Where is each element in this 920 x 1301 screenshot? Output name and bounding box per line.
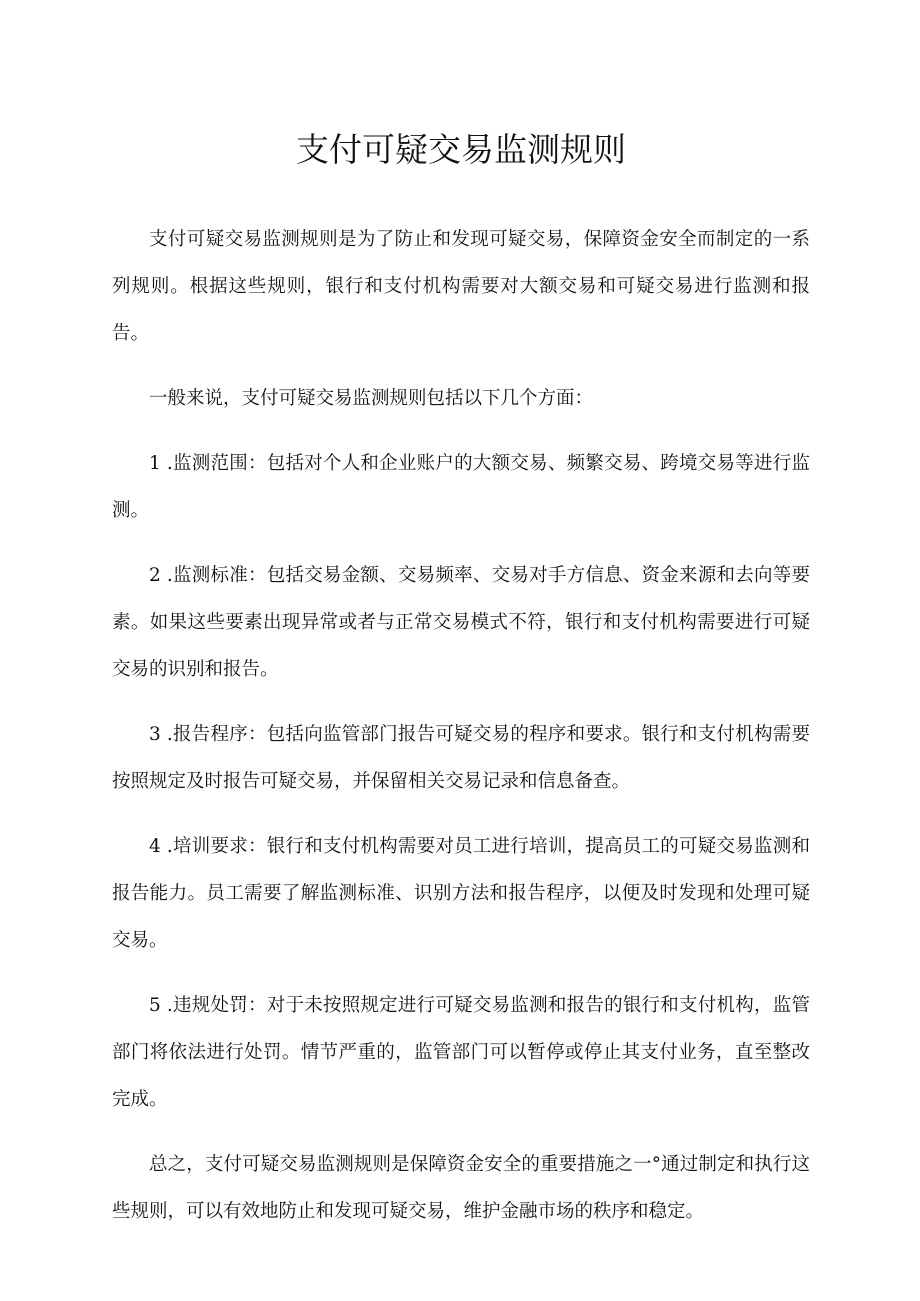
paragraph-conclusion: 总之，支付可疑交易监测规则是保障资金安全的重要措施之一°通过制定和执行这些规则，可以有效地防止和发现可疑交易，维护金融市场的秩序和稳定。: [112, 1154, 810, 1222]
paragraph-overview: 一般来说，支付可疑交易监测规则包括以下几个方面：: [149, 388, 594, 409]
paragraph-item-5-penalties: 5 .违规处罚：对于未按照规定进行可疑交易监测和报告的银行和支付机构，监管部门将依法进行处罚。情节严重的，监管部门可以暂停或停止其支付业务，直至整改完成。: [112, 995, 810, 1110]
paragraph-item-4-training-requirements: 4 .培训要求：银行和支付机构需要对员工进行培训，提高员工的可疑交易监测和报告能力。员工需要了解监测标准、识别方法和报告程序，以便及时发现和处理可疑交易。: [112, 836, 810, 951]
document-body: [112, 216, 810, 1235]
document-title: 支付可疑交易监测规则: [296, 130, 626, 169]
paragraph-item-3-reporting-procedure: 3 .报告程序：包括向监管部门报告可疑交易的程序和要求。银行和支付机构需要按照规定及时报告可疑交易，并保留相关交易记录和信息备查。: [112, 724, 810, 792]
paragraph-intro: 支付可疑交易监测规则是为了防止和发现可疑交易，保障资金安全而制定的一系列规则。根据这些规则，银行和支付机构需要对大额交易和可疑交易进行监测和报告。: [112, 229, 810, 344]
paragraph-item-1-monitoring-scope: 1 .监测范围：包括对个人和企业账户的大额交易、频繁交易、跨境交易等进行监测。: [112, 453, 810, 521]
paragraph-item-2-monitoring-standards: 2 .监测标准：包括交易金额、交易频率、交易对手方信息、资金来源和去向等要素。如果这些要素出现异常或者与正常交易模式不符，银行和支付机构需要进行可疑交易的识别和报告。: [112, 565, 810, 680]
